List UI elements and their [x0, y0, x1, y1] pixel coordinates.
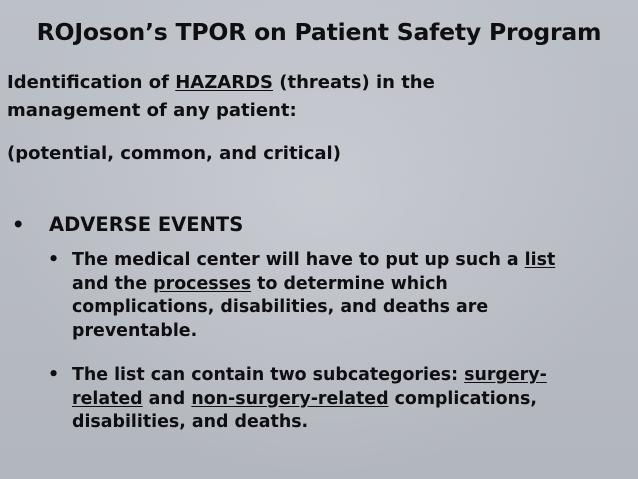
sub1-line-2-post: to determine which	[251, 273, 448, 294]
sub2-line-1	[72, 364, 547, 388]
slide-title: ROJoson’s TPOR on Patient Safety Program	[36, 18, 602, 46]
sub1-line-1	[72, 249, 555, 273]
intro-line-2: management of any patient:	[7, 100, 297, 121]
hazards-term: HAZARDS	[175, 72, 273, 93]
term-surgery: surgery-	[464, 365, 547, 385]
sub2-line-2	[72, 388, 547, 412]
intro-text-post: (threats) in the	[272, 72, 435, 93]
hazard-qualifiers: (potential, common, and critical)	[7, 143, 341, 164]
term-processes: processes	[153, 273, 252, 294]
sub1-line-3: complications, disabilities, and deaths are	[72, 297, 489, 317]
term-non-surgery-related: non-surgery-related	[191, 388, 389, 409]
intro-paragraph	[7, 69, 435, 125]
term-related: related	[72, 388, 143, 409]
bullet-label: ADVERSE EVENTS	[49, 213, 244, 236]
sub2-line-2-post: complications,	[388, 388, 537, 409]
sub1-line-1-text: The medical center will have to put up such a	[72, 250, 525, 270]
sub2-line-2-mid: and	[142, 388, 192, 409]
bullet-adverse-events	[12, 213, 243, 236]
sub-bullet-marker: •	[48, 365, 60, 385]
term-list: list	[524, 250, 556, 270]
bullet-marker: •	[12, 213, 25, 236]
sub1-line-2	[72, 273, 555, 297]
sub-bullet-marker: •	[48, 250, 60, 270]
sub2-line-1-text: The list can contain two subcategories:	[72, 365, 465, 385]
intro-text-pre: Identification of	[7, 72, 176, 93]
sub1-line-4: preventable.	[72, 320, 198, 341]
sub2-line-3: disabilities, and deaths.	[72, 412, 309, 432]
intro-line-1	[7, 69, 435, 97]
sub1-line-2-pre: and the	[72, 273, 154, 294]
